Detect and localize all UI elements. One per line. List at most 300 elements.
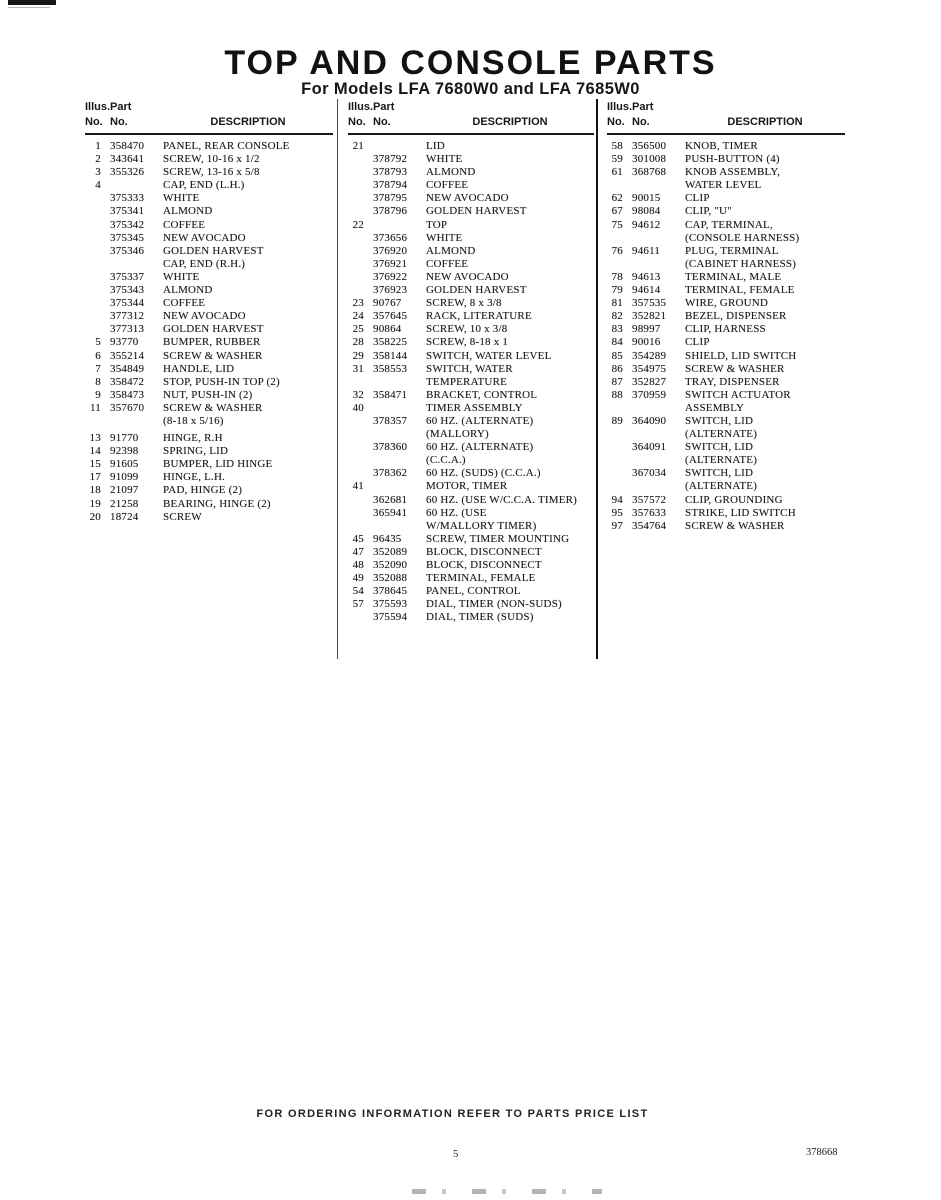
table-row [348,350,594,363]
description: (ALTERNATE) [685,428,758,441]
table-row [607,140,845,153]
description: WHITE [426,153,463,166]
illus-no: 89 [611,414,623,427]
illus-no [348,467,364,480]
part-no: 352089 [373,545,408,558]
description: SWITCH, LID [685,441,754,454]
illus-no [607,441,623,454]
description: HINGE, L.H. [163,471,226,484]
page-title: TOP AND CONSOLE PARTS [224,44,717,82]
illus-no: 97 [611,519,623,532]
part-no [632,428,676,441]
illus-no: 29 [352,349,364,362]
table-row [348,245,594,258]
table-row [607,363,845,376]
illus-no: 40 [352,401,364,414]
part-no [632,454,676,467]
part-no: 375344 [110,297,145,310]
illus-no [607,480,623,493]
part-no: 378362 [373,467,408,480]
part-no: 375345 [110,231,145,244]
description: WHITE [426,231,463,244]
header-no-label: No. [348,116,366,128]
part-no: 21258 [110,497,139,510]
illus-no [85,271,101,284]
table-row [607,166,845,179]
part-no: 358472 [110,375,145,388]
table-row [348,454,594,467]
description: BEZEL, DISPENSER [685,310,787,323]
description: BRACKET, CONTROL [426,388,538,401]
part-no: 376922 [373,270,408,283]
description: CLIP, "U" [685,205,732,218]
table-row [607,179,845,192]
part-no: 364091 [632,441,667,454]
description: CLIP, HARNESS [685,323,766,336]
illus-no: 32 [352,388,364,401]
illus-no: 4 [95,179,101,192]
illus-no: 76 [611,244,623,257]
table-row [607,297,845,310]
table-header [607,100,845,135]
illus-no [348,284,364,297]
table-row [348,140,594,153]
table-row [348,546,594,559]
part-no: 378793 [373,166,408,179]
illus-no: 75 [611,218,623,231]
part-no: 94614 [632,284,661,297]
description: 60 HZ. (USE [426,506,487,519]
table-row [348,520,594,533]
table-row [348,598,594,611]
parts-column-1 [85,100,333,524]
table-row [348,153,594,166]
description: SWITCH, WATER [426,362,513,375]
part-no: 343641 [110,153,145,166]
table-row [607,232,845,245]
part-no: 90015 [632,192,661,205]
description: (C.C.A.) [426,454,466,467]
description: SCREW & WASHER [685,519,785,532]
header-spacer [163,100,333,115]
table-row [348,323,594,336]
page-number: 5 [453,1149,459,1160]
part-no: 354975 [632,362,667,375]
scan-artifact [8,7,50,8]
illus-no [348,192,364,205]
description: BLOCK, DISCONNECT [426,545,542,558]
part-no: 375337 [110,270,145,283]
illus-no [85,219,101,232]
part-no: 378792 [373,153,408,166]
part-no: 357535 [632,297,667,310]
illus-no: 6 [95,349,101,362]
scan-artifact [412,1189,602,1194]
table-row [85,284,333,297]
description: TERMINAL, MALE [685,270,782,283]
table-row [85,511,333,524]
part-no: 352090 [373,559,408,571]
illus-no: 49 [352,572,364,585]
part-no: 355214 [110,349,145,362]
part-no: 355326 [110,166,145,179]
scan-artifact [8,0,56,5]
illus-no: 25 [352,323,364,336]
table-rows [85,140,333,524]
table-row [607,415,845,428]
illus-no: 62 [611,192,623,205]
illus-no: 11 [90,401,101,414]
header-no-label: No. [632,116,650,128]
table-row [607,336,845,349]
description: SCREW & WASHER [163,401,263,414]
illus-no: 3 [95,166,101,179]
table-row [348,428,594,441]
table-row [85,205,333,218]
part-no: 375342 [110,218,145,231]
table-row [348,310,594,323]
page-subtitle: For Models LFA 7680W0 and LFA 7685W0 [301,80,640,98]
description: STOP, PUSH-IN TOP (2) [163,375,280,388]
illus-no [85,258,101,271]
illus-no [85,415,101,428]
column-divider [337,99,338,659]
part-no: 94613 [632,270,661,283]
document-number: 378668 [806,1147,838,1158]
table-row [348,336,594,349]
table-row [607,192,845,205]
header-illus-label: Illus. [607,101,633,113]
part-no: 301008 [632,153,667,166]
part-no: 358553 [373,362,408,375]
table-row [85,166,333,179]
illus-no [85,232,101,245]
illus-no: 48 [352,559,364,571]
description: NEW AVOCADO [426,192,509,205]
description: (CONSOLE HARNESS) [685,231,800,244]
illus-no: 57 [352,598,364,611]
illus-no [607,428,623,441]
table-row [85,192,333,205]
illus-no: 82 [611,310,623,323]
description: WATER LEVEL [685,179,762,192]
part-no [110,258,154,271]
part-no: 378360 [373,441,408,454]
illus-no [348,520,364,533]
part-no: 375594 [373,611,408,624]
part-no [632,179,676,192]
description: ALMOND [426,166,476,179]
table-row [85,232,333,245]
illus-no [85,323,101,336]
table-row [348,559,594,572]
description: CLIP [685,336,710,349]
description: BUMPER, RUBBER [163,336,261,349]
table-row [348,467,594,480]
part-no: 364090 [632,414,667,427]
table-row [607,520,845,533]
part-no: 377312 [110,310,145,323]
description: W/MALLORY TIMER) [426,519,537,532]
part-no: 378645 [373,585,408,598]
description: PAD, HINGE (2) [163,484,243,497]
illus-no [607,179,623,192]
table-row [85,323,333,336]
description: TIMER ASSEMBLY [426,401,523,414]
description: PANEL, REAR CONSOLE [163,140,290,152]
illus-no: 87 [611,375,623,388]
description: PANEL, CONTROL [426,585,521,598]
description: SCREW, 8-18 x 1 [426,336,509,349]
part-no: 375343 [110,284,145,297]
part-no: 354764 [632,519,667,532]
part-no: 90016 [632,336,661,349]
table-row [348,494,594,507]
table-row [85,310,333,323]
part-no: 378794 [373,179,408,192]
part-no: 94612 [632,218,661,231]
part-no [632,258,676,271]
part-no [632,232,676,245]
table-row [607,402,845,415]
part-no [632,402,676,415]
table-row [607,389,845,402]
part-no: 92398 [110,445,139,458]
table-row [85,140,333,153]
table-row [348,611,594,624]
illus-no: 9 [95,388,101,401]
part-no: 357572 [632,493,667,506]
header-spacer [426,100,594,115]
table-row [348,415,594,428]
table-row [607,310,845,323]
illus-no: 2 [95,153,101,166]
table-row [85,402,333,415]
header-spacer [685,100,845,115]
table-row [607,258,845,271]
illus-no [348,271,364,284]
table-row [607,507,845,520]
description: GOLDEN HARVEST [426,284,527,297]
illus-no [348,441,364,454]
illus-no [607,402,623,415]
description: (MALLORY) [426,428,489,441]
description: WHITE [163,270,200,283]
part-no [632,480,676,493]
table-row [348,205,594,218]
table-row [85,271,333,284]
illus-no: 22 [352,218,364,231]
illus-no: 5 [95,336,101,349]
description: TRAY, DISPENSER [685,375,780,388]
part-no: 358470 [110,140,145,152]
table-row [348,297,594,310]
table-row [85,376,333,389]
description: ALMOND [163,284,213,297]
description: HANDLE, LID [163,362,235,375]
description: TEMPERATURE [426,375,508,388]
part-no: 98997 [632,323,661,336]
table-row [607,441,845,454]
part-no: 376920 [373,244,408,257]
part-no: 98084 [632,205,661,218]
description: DIAL, TIMER (NON-SUDS) [426,598,562,611]
illus-no: 45 [352,532,364,545]
table-row [348,284,594,297]
part-no: 373656 [373,231,408,244]
table-rows [348,140,594,624]
illus-no: 14 [89,445,101,458]
illus-no [348,205,364,218]
illus-no [348,611,364,624]
description: ASSEMBLY [685,401,745,414]
illus-no: 83 [611,323,623,336]
illus-no [348,415,364,428]
description: TERMINAL, FEMALE [426,572,536,585]
table-row [607,494,845,507]
description: BLOCK, DISCONNECT [426,559,542,571]
description: CAP, END (R.H.) [163,257,246,270]
table-row [85,445,333,458]
table-row [85,415,333,428]
part-no: 375593 [373,598,408,611]
table-row [348,179,594,192]
table-row [348,441,594,454]
illus-no [348,245,364,258]
header-description-label: DESCRIPTION [210,116,286,128]
illus-no [348,428,364,441]
part-no: 354289 [632,349,667,362]
illus-no [85,205,101,218]
description: SHIELD, LID SWITCH [685,349,797,362]
description: DIAL, TIMER (SUDS) [426,611,534,624]
illus-no [85,310,101,323]
table-row [348,192,594,205]
illus-no [348,258,364,271]
description: CAP, END (L.H.) [163,179,245,192]
table-row [348,219,594,232]
table-header [85,100,333,135]
table-row [85,484,333,497]
header-illus-label: Illus. [85,101,111,113]
illus-no: 24 [352,310,364,323]
table-row [348,572,594,585]
illus-no [85,245,101,258]
table-rows [607,140,845,533]
table-row [348,402,594,415]
description: SWITCH, WATER LEVEL [426,349,552,362]
table-row [85,389,333,402]
part-no: 356500 [632,140,667,152]
table-row [85,350,333,363]
part-no [373,140,417,153]
part-no: 21097 [110,484,139,497]
table-row [607,454,845,467]
illus-no: 21 [352,140,364,152]
part-no: 358144 [373,349,408,362]
description: (CABINET HARNESS) [685,257,797,270]
part-no: 352827 [632,375,667,388]
description: SCREW, 13-16 x 5/8 [163,166,260,179]
illus-no: 59 [611,153,623,166]
part-no: 91770 [110,432,139,445]
description: TERMINAL, FEMALE [685,284,795,297]
illus-no [607,467,623,480]
table-row [85,432,333,445]
illus-no: 95 [611,506,623,519]
header-description-label: DESCRIPTION [472,116,548,128]
illus-no: 47 [352,545,364,558]
part-no: 93770 [110,336,139,349]
illus-no: 41 [352,480,364,493]
description: SCREW & WASHER [163,349,263,362]
description: WHITE [163,192,200,205]
table-row [607,350,845,363]
table-row [607,428,845,441]
header-illus-label: Illus. [348,101,374,113]
description: CAP, TERMINAL, [685,218,773,231]
description: NEW AVOCADO [426,270,509,283]
illus-no: 20 [89,510,101,523]
illus-no: 15 [89,458,101,471]
table-row [85,498,333,511]
table-row [85,471,333,484]
description: LID [426,140,445,152]
illus-no [348,507,364,520]
illus-no: 13 [89,432,101,445]
column-divider [596,99,598,659]
table-row [85,363,333,376]
part-no: 378796 [373,205,408,218]
part-no: 376921 [373,257,408,270]
illus-no [607,258,623,271]
illus-no: 88 [611,388,623,401]
description: NEW AVOCADO [163,310,246,323]
part-no [373,454,417,467]
description: CLIP [685,192,710,205]
header-part-label: Part [373,101,395,113]
header-no-label: No. [110,116,128,128]
illus-no [348,179,364,192]
table-row [85,258,333,271]
table-row [607,284,845,297]
description: GOLDEN HARVEST [426,205,527,218]
illus-no [348,454,364,467]
illus-no: 58 [611,140,623,152]
part-no [373,219,417,232]
table-row [348,507,594,520]
description: STRIKE, LID SWITCH [685,506,796,519]
part-no [373,402,417,415]
description: ALMOND [163,205,213,218]
part-no: 375346 [110,244,145,257]
illus-no: 31 [352,362,364,375]
description: SWITCH, LID [685,467,754,480]
illus-no: 67 [611,205,623,218]
part-no: 358225 [373,336,408,349]
description: 60 HZ. (USE W/C.C.A. TIMER) [426,493,578,506]
header-no-label: No. [607,116,625,128]
illus-no [348,376,364,389]
illus-no: 84 [611,336,623,349]
table-row [607,205,845,218]
part-no: 96435 [373,532,402,545]
description: (ALTERNATE) [685,480,758,493]
description: KNOB ASSEMBLY, [685,166,781,179]
part-no: 376923 [373,284,408,297]
part-no: 362681 [373,493,408,506]
description: SCREW, 10-16 x 1/2 [163,153,260,166]
